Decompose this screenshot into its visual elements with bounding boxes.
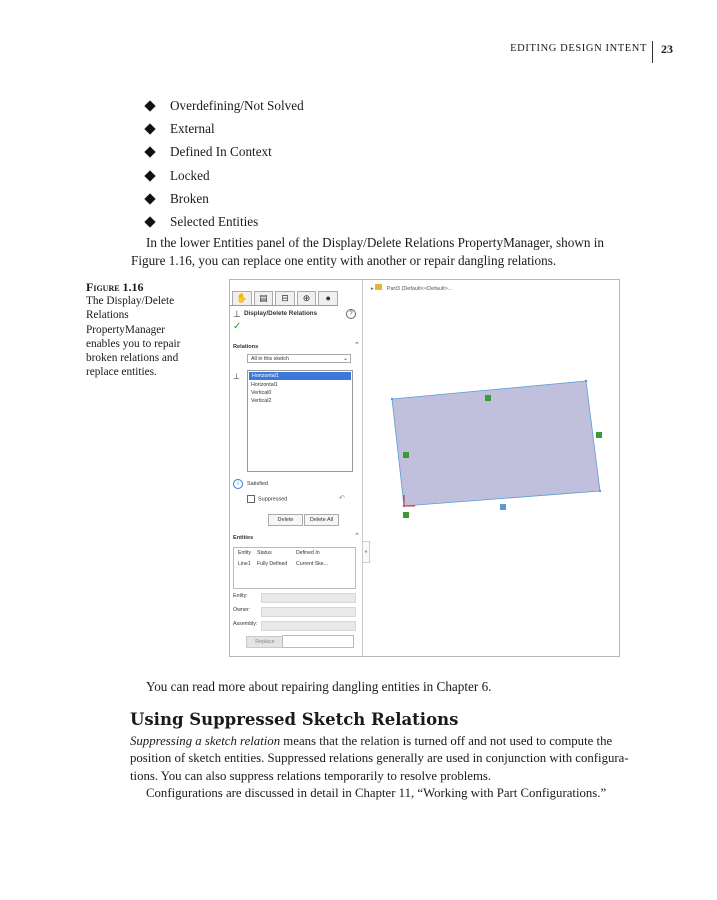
pm-title: Display/Delete Relations — [244, 310, 318, 317]
diamond-bullet-icon — [144, 193, 155, 204]
delete-all-button[interactable]: Delete All — [304, 514, 339, 526]
vertical-relation-icon — [403, 452, 409, 458]
running-header — [0, 41, 717, 65]
horizontal-relation-icon — [500, 504, 506, 510]
sketch-rectangle — [392, 381, 600, 506]
entity-label: Entity: — [233, 593, 248, 599]
feature-tree-flyout[interactable]: ▸ Part3 (Default<<Default>... — [371, 286, 453, 292]
config-manager-tab-icon[interactable]: ⊟ — [275, 291, 295, 305]
caption-text: The Display/Delete Relations PropertyManager enables you to repair broken relations and replace entities. — [86, 295, 181, 379]
horizontal-relation-icon — [485, 395, 491, 401]
property-manager-panel — [230, 280, 363, 656]
relations-header[interactable]: Relations — [233, 344, 259, 350]
figure-label: Figure 1.16 — [86, 280, 144, 294]
ok-check-icon[interactable]: ✓ — [233, 321, 242, 332]
panel-collapse-handle[interactable]: « — [362, 541, 370, 563]
info-icon: i — [233, 479, 243, 489]
diamond-bullet-icon — [144, 170, 155, 181]
list-item[interactable]: Horizontal1 — [249, 372, 351, 380]
entities-table[interactable] — [233, 547, 356, 589]
entity-field[interactable] — [261, 593, 356, 603]
chevron-up-icon[interactable]: ⌃ — [354, 533, 360, 540]
manager-tabs — [230, 291, 338, 306]
chevron-down-icon: ⌄ — [342, 356, 348, 362]
body-paragraph: You can read more about repairing dangling entities in Chapter 6. — [146, 679, 492, 694]
body-paragraph: Suppressing a sketch relation means that the relation is turned off and not used to compute the position of sketch entities. Suppressed relations generally are used in conjunction with configura- tions. You can also suppress relations temporarily to resolve problems. Configurations are discussed in detail in Chapter 11, “Working with Part Configurations.” — [130, 734, 629, 800]
relations-icon: ⊥ — [233, 309, 241, 319]
chapter-title: EDITING DESIGN INTENT — [510, 43, 647, 54]
figure-screenshot — [229, 279, 620, 657]
filter-select[interactable]: All in this sketch ⌄ — [247, 354, 351, 363]
replace-button[interactable]: Replace — [246, 636, 284, 648]
chevron-right-icon: ▸ — [371, 286, 374, 292]
fix-relation-icon — [403, 512, 409, 518]
list-item: Defined In Context — [140, 141, 640, 164]
list-item[interactable]: Horizontal1 — [251, 382, 278, 388]
list-item: Selected Entities — [140, 210, 640, 233]
owner-field[interactable] — [261, 607, 356, 617]
sketch-point — [585, 380, 587, 382]
list-item[interactable]: Vertical0 — [251, 390, 272, 396]
property-manager-tab-icon[interactable]: ▤ — [254, 291, 274, 305]
italic-term: Suppressing a sketch relation — [130, 734, 281, 748]
crosshair-icon[interactable]: ⊕ — [297, 291, 317, 305]
figure-caption — [86, 280, 196, 379]
appearance-icon[interactable]: ● — [318, 291, 338, 305]
suppressed-checkbox[interactable]: Suppressed — [247, 495, 287, 503]
replace-field[interactable] — [282, 635, 354, 648]
assembly-field[interactable] — [261, 621, 356, 631]
section-heading: Using Suppressed Sketch Relations — [130, 710, 459, 729]
chevron-up-icon[interactable]: ⌃ — [354, 342, 360, 349]
list-item: Locked — [140, 164, 640, 187]
list-item: Overdefining/Not Solved — [140, 94, 640, 117]
bullet-list — [140, 94, 640, 234]
diamond-bullet-icon — [144, 123, 155, 134]
undo-icon[interactable]: ↶ — [339, 495, 345, 502]
checkbox[interactable] — [247, 495, 255, 503]
list-item: Broken — [140, 187, 640, 210]
assembly-label: Assembly: — [233, 621, 258, 627]
hand-icon[interactable]: ✋ — [232, 291, 252, 305]
relations-listbox[interactable] — [247, 370, 353, 472]
diamond-bullet-icon — [144, 147, 155, 158]
entities-header[interactable]: Entities — [233, 535, 254, 541]
body-paragraph: In the lower Entities panel of the Display/Delete Relations PropertyManager, shown in Figure 1.16, you can replace one entity with another or repair dangling relations. — [131, 235, 604, 268]
list-item[interactable]: Vertical2 — [251, 398, 272, 404]
page-number: 23 — [661, 42, 673, 56]
sketch-point — [599, 490, 601, 492]
delete-button[interactable]: Delete — [268, 514, 303, 526]
table-header-row: Entity Status Defined In — [238, 550, 320, 556]
help-icon[interactable]: ? — [346, 309, 356, 319]
status-satisfied: i Satisfied — [233, 479, 268, 489]
header-divider — [652, 41, 653, 63]
diamond-bullet-icon — [144, 216, 155, 227]
vertical-relation-icon — [596, 432, 602, 438]
table-row[interactable]: Line1 Fully Defined Current Ske... — [238, 561, 329, 567]
relation-type-icon: ⊥ — [233, 372, 240, 381]
list-item: External — [140, 117, 640, 140]
sketch-point — [391, 398, 393, 400]
diamond-bullet-icon — [144, 100, 155, 111]
owner-label: Owner: — [233, 607, 251, 613]
graphics-area[interactable] — [363, 280, 619, 656]
